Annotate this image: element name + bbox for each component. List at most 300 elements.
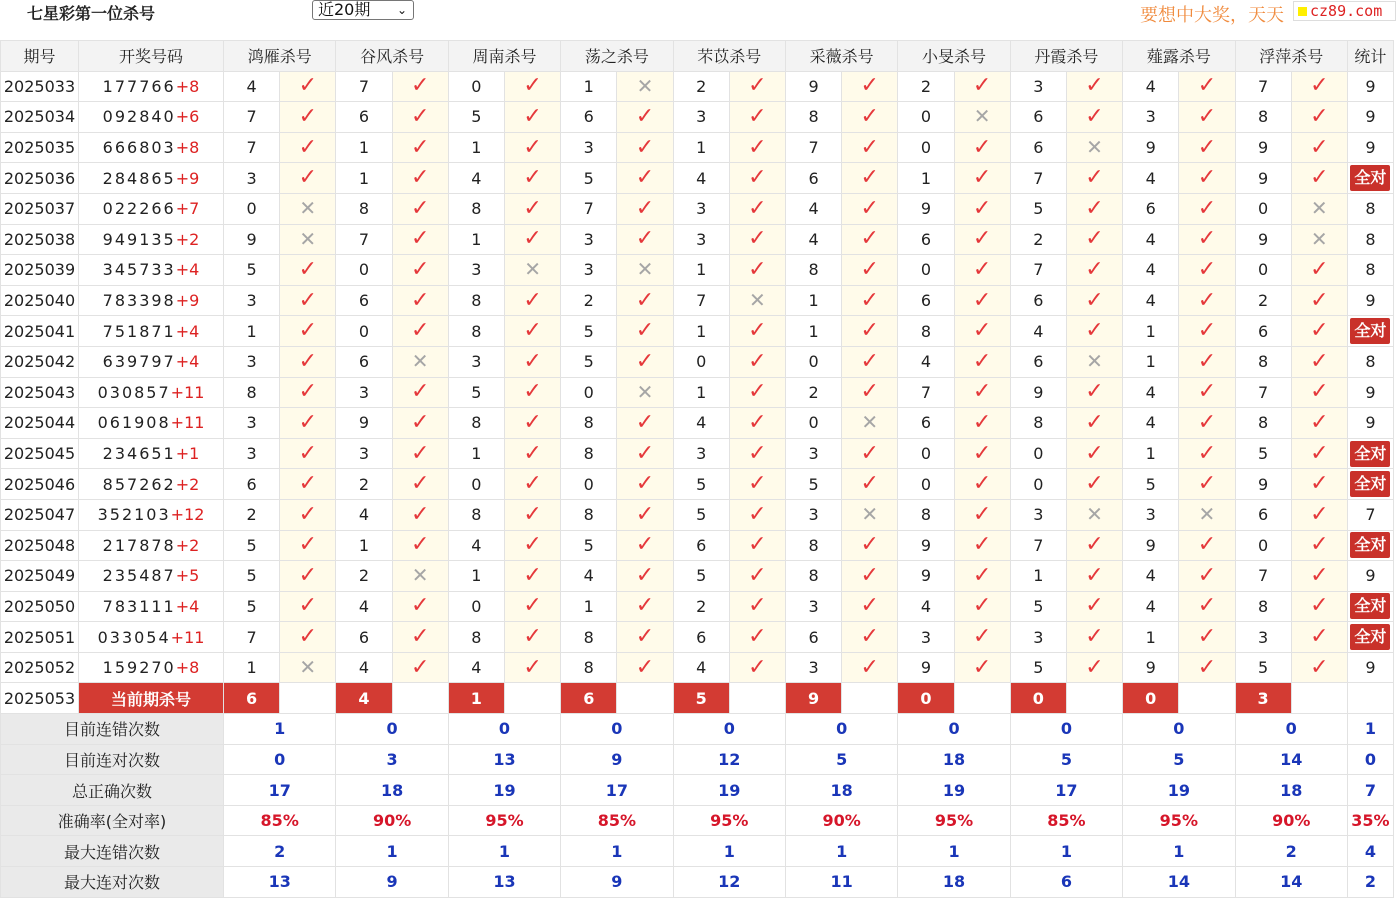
- kill-number-cell: 0: [898, 469, 954, 500]
- check-icon: ✓: [972, 593, 992, 619]
- result-cell: [617, 499, 673, 530]
- site-badge[interactable]: [1293, 1, 1396, 21]
- kill-number-cell: 7: [336, 71, 392, 102]
- summary-value: 95%: [448, 805, 560, 836]
- summary-value: 19: [1123, 775, 1235, 806]
- cross-icon: ✕: [748, 288, 766, 313]
- summary-value: 9: [336, 867, 448, 898]
- result-cell: [1179, 71, 1235, 102]
- result-cell: [729, 255, 785, 286]
- result-cell: [1291, 591, 1347, 622]
- result-cell: [392, 346, 448, 377]
- check-icon: ✓: [523, 348, 542, 374]
- kill-number-cell: 1: [785, 316, 841, 347]
- table-row: [1, 438, 1394, 469]
- draw-number-cell: [79, 224, 224, 255]
- check-icon: ✓: [523, 134, 542, 160]
- result-cell: [617, 132, 673, 163]
- result-cell: [1291, 132, 1347, 163]
- draw-plus-number: +2: [175, 474, 200, 494]
- check-icon: ✓: [972, 287, 992, 313]
- check-icon: ✓: [1085, 165, 1104, 191]
- cross-icon: ✕: [299, 655, 317, 680]
- draw-digits: 235487: [102, 566, 176, 586]
- period-cell: 2025046: [1, 469, 79, 500]
- result-cell: [392, 377, 448, 408]
- result-cell: [1066, 622, 1122, 653]
- period-cell: 2025049: [1, 561, 79, 592]
- check-icon: ✓: [1310, 562, 1329, 588]
- summary-value: 18: [1235, 775, 1347, 806]
- kill-number-cell: 1: [224, 316, 280, 347]
- result-cell: [504, 316, 560, 347]
- stat-cell: [1347, 316, 1393, 347]
- all-correct-badge: 全对: [1350, 471, 1390, 497]
- summary-value: 1: [1123, 836, 1235, 867]
- draw-plus-number: +2: [175, 229, 200, 249]
- result-cell: [617, 408, 673, 439]
- period-select[interactable]: [312, 0, 414, 20]
- check-icon: ✓: [523, 654, 542, 680]
- draw-number-cell: [79, 408, 224, 439]
- stat-cell: 8: [1347, 255, 1393, 286]
- draw-plus-number: +11: [170, 382, 205, 402]
- check-icon: ✓: [1197, 471, 1217, 497]
- check-icon: ✓: [523, 379, 542, 405]
- summary-value: 95%: [673, 805, 785, 836]
- kill-number-cell: 0: [673, 346, 729, 377]
- stat-cell: 9: [1347, 408, 1393, 439]
- check-icon: ✓: [860, 256, 879, 282]
- check-icon: ✓: [1310, 348, 1329, 374]
- blank-cell: [280, 683, 336, 714]
- page-title: 七星彩第一位杀号: [27, 4, 156, 23]
- check-icon: ✓: [972, 532, 992, 558]
- kill-number-cell: 0: [448, 591, 504, 622]
- kill-number-cell: 9: [898, 193, 954, 224]
- check-icon: ✓: [635, 562, 655, 588]
- kill-number-cell: 0: [448, 71, 504, 102]
- kill-number-cell: 8: [448, 316, 504, 347]
- draw-number-cell: [79, 71, 224, 102]
- check-icon: ✓: [748, 318, 767, 344]
- check-icon: ✓: [298, 409, 317, 435]
- result-cell: [280, 193, 336, 224]
- draw-number-cell: [79, 499, 224, 530]
- kill-number-cell: 0: [898, 438, 954, 469]
- summary-value: 18: [336, 775, 448, 806]
- kill-number-cell: 4: [448, 163, 504, 194]
- check-icon: ✓: [1085, 471, 1104, 497]
- cross-icon: ✕: [524, 257, 541, 282]
- table-row: [1, 561, 1394, 592]
- kill-number-cell: 9: [785, 71, 841, 102]
- kill-number-cell: 2: [336, 469, 392, 500]
- result-cell: [617, 530, 673, 561]
- kill-number-cell: 9: [898, 530, 954, 561]
- check-icon: ✓: [410, 226, 430, 252]
- check-icon: ✓: [635, 226, 655, 252]
- current-kill-number: 9: [785, 683, 841, 714]
- check-icon: ✓: [523, 471, 542, 497]
- stat-cell: [1347, 469, 1393, 500]
- result-cell: [729, 438, 785, 469]
- result-cell: [1066, 285, 1122, 316]
- table-row: [1, 255, 1394, 286]
- result-cell: [842, 71, 898, 102]
- check-icon: ✓: [1085, 593, 1104, 619]
- result-cell: [1066, 530, 1122, 561]
- result-cell: [1066, 377, 1122, 408]
- period-cell: 2025052: [1, 652, 79, 683]
- result-cell: [504, 499, 560, 530]
- kill-number-cell: 0: [448, 469, 504, 500]
- kill-number-cell: 6: [336, 346, 392, 377]
- period-cell: 2025047: [1, 499, 79, 530]
- check-icon: ✓: [748, 256, 767, 282]
- result-cell: [729, 499, 785, 530]
- kill-number-cell: 3: [336, 377, 392, 408]
- check-icon: ✓: [972, 471, 992, 497]
- result-cell: [1291, 652, 1347, 683]
- result-cell: [1066, 438, 1122, 469]
- check-icon: ✓: [635, 195, 655, 221]
- summary-value: 19: [448, 775, 560, 806]
- result-cell: [280, 438, 336, 469]
- kill-number-cell: 8: [561, 622, 617, 653]
- kill-number-cell: 5: [673, 469, 729, 500]
- kill-number-cell: 4: [1123, 71, 1179, 102]
- check-icon: ✓: [1197, 409, 1217, 435]
- kill-number-cell: 2: [1010, 224, 1066, 255]
- kill-number-cell: 0: [1010, 469, 1066, 500]
- current-period-cell: 2025053: [1, 683, 79, 714]
- kill-number-cell: 8: [561, 499, 617, 530]
- kill-number-cell: 2: [561, 285, 617, 316]
- check-icon: ✓: [410, 654, 430, 680]
- ad-banner-text[interactable]: 要想中大奖，天天: [1140, 5, 1284, 26]
- kill-number-cell: 6: [224, 469, 280, 500]
- summary-value: 19: [898, 775, 1010, 806]
- kill-number-cell: 6: [1235, 316, 1291, 347]
- kill-number-cell: 4: [1123, 224, 1179, 255]
- result-cell: [1179, 530, 1235, 561]
- period-cell: 2025045: [1, 438, 79, 469]
- check-icon: ✓: [860, 287, 879, 313]
- check-icon: ✓: [1085, 226, 1104, 252]
- check-icon: ✓: [635, 165, 655, 191]
- summary-value: 85%: [224, 805, 336, 836]
- kill-number-cell: 7: [1010, 255, 1066, 286]
- current-period-row: [1, 683, 1394, 714]
- check-icon: ✓: [523, 409, 542, 435]
- summary-row: [1, 836, 1394, 867]
- check-icon: ✓: [1085, 379, 1104, 405]
- kill-number-cell: 6: [336, 622, 392, 653]
- result-cell: [392, 469, 448, 500]
- cross-icon: ✕: [1198, 502, 1216, 527]
- check-icon: ✓: [410, 103, 430, 129]
- kill-number-cell: 6: [1235, 499, 1291, 530]
- check-icon: ✓: [1197, 103, 1217, 129]
- stat-cell: [1347, 163, 1393, 194]
- result-cell: [1066, 163, 1122, 194]
- kill-number-cell: 3: [224, 163, 280, 194]
- kill-number-cell: 5: [224, 561, 280, 592]
- col-header-stats: 统计: [1347, 41, 1393, 72]
- check-icon: ✓: [410, 532, 430, 558]
- table-row: [1, 132, 1394, 163]
- result-cell: [842, 193, 898, 224]
- col-header-expert: 丹霞杀号: [1010, 41, 1122, 72]
- check-icon: ✓: [972, 195, 992, 221]
- period-cell: 2025041: [1, 316, 79, 347]
- check-icon: ✓: [1310, 501, 1329, 527]
- check-icon: ✓: [1197, 624, 1217, 650]
- summary-value: 17: [561, 775, 673, 806]
- draw-digits: 022266: [102, 199, 176, 219]
- result-cell: [392, 438, 448, 469]
- kill-number-cell: 0: [561, 377, 617, 408]
- result-cell: [617, 346, 673, 377]
- kill-number-cell: 6: [336, 285, 392, 316]
- result-cell: [617, 652, 673, 683]
- kill-number-cell: 3: [1235, 622, 1291, 653]
- summary-value: 3: [336, 744, 448, 775]
- result-cell: [504, 591, 560, 622]
- table-row: [1, 530, 1394, 561]
- kill-number-cell: 0: [898, 255, 954, 286]
- kill-number-cell: 3: [561, 132, 617, 163]
- cross-icon: ✕: [1086, 502, 1103, 527]
- table-row: [1, 408, 1394, 439]
- kill-number-cell: 9: [224, 224, 280, 255]
- draw-plus-number: +9: [175, 291, 200, 311]
- check-icon: ✓: [972, 501, 992, 527]
- result-cell: [1179, 377, 1235, 408]
- period-cell: 2025050: [1, 591, 79, 622]
- kill-number-cell: 3: [224, 408, 280, 439]
- result-cell: [842, 285, 898, 316]
- result-cell: [954, 285, 1010, 316]
- current-kill-number: 6: [561, 683, 617, 714]
- check-icon: ✓: [748, 501, 767, 527]
- result-cell: [392, 499, 448, 530]
- kill-number-cell: 2: [673, 591, 729, 622]
- check-icon: ✓: [410, 287, 430, 313]
- result-cell: [617, 285, 673, 316]
- check-icon: ✓: [748, 73, 767, 99]
- stat-cell: 9: [1347, 71, 1393, 102]
- check-icon: ✓: [410, 73, 430, 99]
- table-row: [1, 285, 1394, 316]
- result-cell: [504, 255, 560, 286]
- result-cell: [280, 469, 336, 500]
- result-cell: [842, 438, 898, 469]
- draw-plus-number: +11: [170, 627, 205, 647]
- result-cell: [1179, 438, 1235, 469]
- result-cell: [392, 132, 448, 163]
- kill-number-cell: 4: [448, 530, 504, 561]
- result-cell: [729, 377, 785, 408]
- result-cell: [1179, 652, 1235, 683]
- kill-number-cell: 4: [1010, 316, 1066, 347]
- cross-icon: ✕: [411, 349, 429, 374]
- result-cell: [617, 377, 673, 408]
- col-header-expert: 浮萍杀号: [1235, 41, 1347, 72]
- kill-number-cell: 8: [1010, 408, 1066, 439]
- result-cell: [954, 530, 1010, 561]
- check-icon: ✓: [1197, 562, 1217, 588]
- check-icon: ✓: [748, 103, 767, 129]
- kill-number-cell: 0: [785, 346, 841, 377]
- table-row: [1, 224, 1394, 255]
- check-icon: ✓: [523, 318, 542, 344]
- check-icon: ✓: [298, 134, 317, 160]
- summary-value: 12: [673, 744, 785, 775]
- kill-number-cell: 3: [1123, 102, 1179, 133]
- check-icon: ✓: [860, 226, 879, 252]
- blank-cell: [1179, 683, 1235, 714]
- check-icon: ✓: [860, 624, 879, 650]
- draw-number-cell: [79, 591, 224, 622]
- col-header-expert: 鸿雁杀号: [224, 41, 336, 72]
- kill-number-cell: 7: [898, 377, 954, 408]
- check-icon: ✓: [860, 654, 879, 680]
- check-icon: ✓: [298, 593, 317, 619]
- summary-value: 5: [1010, 744, 1122, 775]
- cross-icon: ✕: [973, 104, 991, 129]
- check-icon: ✓: [1085, 409, 1104, 435]
- result-cell: [1179, 346, 1235, 377]
- kill-number-cell: 0: [561, 469, 617, 500]
- check-icon: ✓: [635, 593, 655, 619]
- check-icon: ✓: [410, 409, 430, 435]
- kill-number-cell: 2: [336, 561, 392, 592]
- kill-number-cell: 4: [785, 224, 841, 255]
- result-cell: [504, 652, 560, 683]
- summary-value: 13: [448, 867, 560, 898]
- result-cell: [954, 438, 1010, 469]
- result-cell: [1066, 561, 1122, 592]
- result-cell: [1291, 438, 1347, 469]
- kill-number-cell: 1: [1123, 622, 1179, 653]
- check-icon: ✓: [410, 501, 430, 527]
- kill-number-cell: 3: [1010, 71, 1066, 102]
- result-cell: [1291, 193, 1347, 224]
- check-icon: ✓: [1310, 165, 1329, 191]
- kill-number-cell: 3: [1010, 499, 1066, 530]
- summary-row: [1, 714, 1394, 745]
- table-row: [1, 316, 1394, 347]
- summary-value: 5: [785, 744, 897, 775]
- result-cell: [1179, 163, 1235, 194]
- check-icon: ✓: [972, 562, 992, 588]
- check-icon: ✓: [410, 624, 430, 650]
- summary-value: 18: [898, 744, 1010, 775]
- kill-number-cell: 5: [561, 530, 617, 561]
- summary-value: 0: [1235, 714, 1347, 745]
- result-cell: [842, 530, 898, 561]
- result-cell: [729, 622, 785, 653]
- result-cell: [392, 408, 448, 439]
- draw-plus-number: +4: [175, 352, 200, 372]
- check-icon: ✓: [298, 532, 317, 558]
- stat-cell: 9: [1347, 561, 1393, 592]
- kill-number-cell: 4: [336, 499, 392, 530]
- cross-icon: ✕: [411, 563, 429, 588]
- check-icon: ✓: [1310, 287, 1329, 313]
- result-cell: [1291, 224, 1347, 255]
- check-icon: ✓: [860, 440, 879, 466]
- summary-value: 18: [785, 775, 897, 806]
- current-kill-number: 0: [898, 683, 954, 714]
- kill-number-cell: 7: [1235, 377, 1291, 408]
- check-icon: ✓: [1085, 624, 1104, 650]
- draw-plus-number: +4: [175, 260, 200, 280]
- summary-value: 13: [448, 744, 560, 775]
- stat-cell: [1347, 591, 1393, 622]
- result-cell: [1179, 622, 1235, 653]
- check-icon: ✓: [635, 348, 655, 374]
- check-icon: ✓: [635, 624, 655, 650]
- check-icon: ✓: [1085, 532, 1104, 558]
- draw-number-cell: [79, 316, 224, 347]
- kill-number-cell: 8: [448, 193, 504, 224]
- col-header-draw: 开奖号码: [79, 41, 224, 72]
- check-icon: ✓: [972, 165, 992, 191]
- all-correct-badge: 全对: [1350, 532, 1390, 558]
- check-icon: ✓: [1197, 73, 1217, 99]
- kill-number-cell: 6: [898, 285, 954, 316]
- draw-plus-number: +4: [175, 321, 200, 341]
- check-icon: ✓: [748, 379, 767, 405]
- kill-number-cell: 4: [673, 408, 729, 439]
- kill-number-cell: 4: [673, 163, 729, 194]
- kill-number-cell: 5: [1235, 438, 1291, 469]
- blank-cell: [842, 683, 898, 714]
- result-cell: [504, 285, 560, 316]
- kill-number-cell: 1: [561, 591, 617, 622]
- result-cell: [1291, 346, 1347, 377]
- kill-number-cell: 1: [1123, 438, 1179, 469]
- kill-number-cell: 0: [785, 408, 841, 439]
- draw-plus-number: +11: [170, 413, 205, 433]
- summary-value: 14: [1123, 867, 1235, 898]
- check-icon: ✓: [635, 103, 655, 129]
- kill-number-cell: 7: [224, 622, 280, 653]
- stat-cell: [1347, 438, 1393, 469]
- result-cell: [842, 255, 898, 286]
- kill-number-cell: 7: [1010, 530, 1066, 561]
- kill-number-cell: 8: [448, 285, 504, 316]
- period-cell: 2025038: [1, 224, 79, 255]
- result-cell: [504, 377, 560, 408]
- result-cell: [954, 408, 1010, 439]
- result-cell: [1179, 255, 1235, 286]
- check-icon: ✓: [298, 103, 317, 129]
- table-row: [1, 193, 1394, 224]
- period-cell: 2025040: [1, 285, 79, 316]
- result-cell: [1179, 316, 1235, 347]
- result-cell: [1066, 71, 1122, 102]
- all-correct-badge: 全对: [1350, 165, 1390, 191]
- result-cell: [1066, 408, 1122, 439]
- result-cell: [729, 102, 785, 133]
- period-cell: 2025039: [1, 255, 79, 286]
- col-header-expert: 小旻杀号: [898, 41, 1010, 72]
- summary-stat-value: 0: [1347, 744, 1393, 775]
